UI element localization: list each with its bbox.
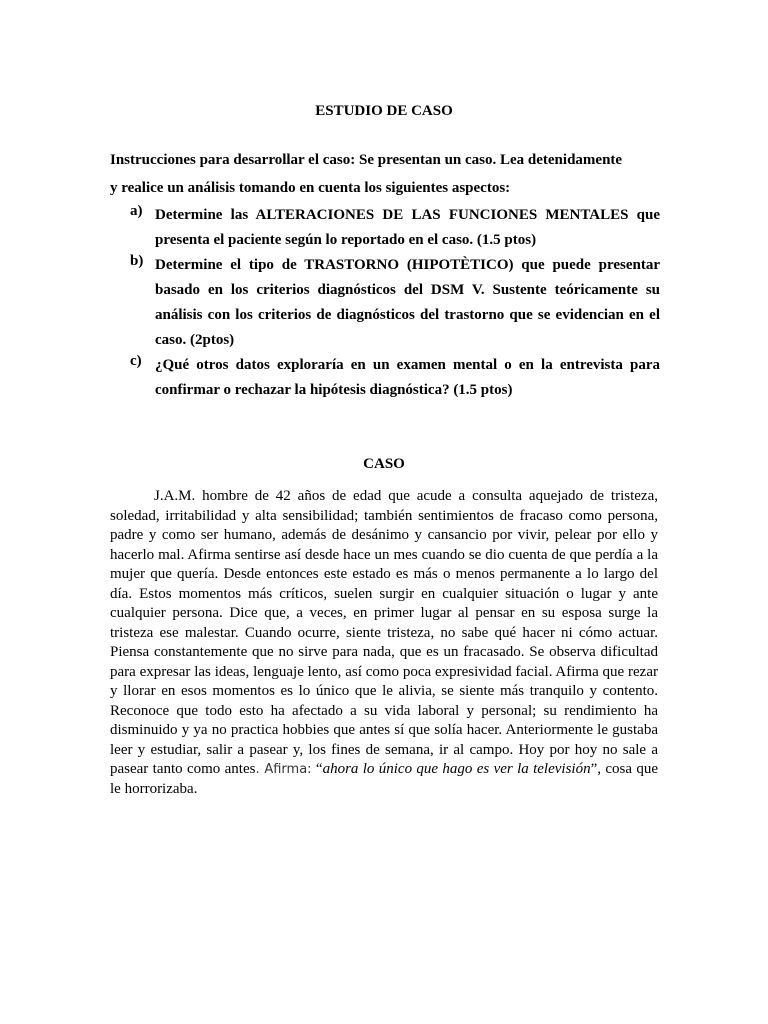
case-body-main: J.A.M. hombre de 42 años de edad que acude a consulta aquejado de tristeza, soledad, irritabilidad y alta sensibilidad; también sentimientos de fracaso como persona, padre y como ser humano, además de desánimo y cansancio por vivir, pelear por ello y hacerlo mal. Afirma sentirse así desde hace un mes cuando se dio cuenta de que perdía a la mujer que quería. Desde entonces este estado es más o menos permanente a lo largo del día. Estos momentos más críticos, suelen surgir en cualquier situación o lugar y ante cualquier persona. Dice que, a veces, en primer lugar al pensar en su esposa surge la tristeza ese malestar. Cuando ocurre, siente tristeza, no sabe qué hacer ni cómo actuar. Piensa constantemente que no sirve para nada, que es un fracasado. Se observa dificultad para expresar las ideas, lenguaje lento, así como poca expresividad facial. Afirma que rezar y llorar en esos momentos es lo único que le alivia, se siente más tranquilo y contento. Reconoce que todo esto ha afectado a su vida laboral y personal; su rendimiento ha disminuido y ya no practica hobbies que antes sí que solía hacer. Anteriormente le gustaba leer y estudiar, salir a pasear y, los fines de semana, ir al campo. Hoy por hoy no sale a pasear tanto como antes (110, 488, 658, 777)
instructions-line-2: y realice un análisis tomando en cuenta los siguientes aspectos: (110, 180, 511, 196)
item-text: Determine las ALTERACIONES DE LAS FUNCIONES MENTALES que presenta el paciente según lo reportado en el caso. (1.5 ptos) (155, 207, 660, 248)
item-marker: b) (130, 253, 144, 269)
case-heading: CASO (363, 456, 405, 472)
case-description (110, 487, 658, 799)
case-body-end: ”, cosa que le horrorizaba. (110, 761, 658, 797)
item-text: ¿Qué otros datos exploraría en un examen mental o en la entrevista para confirmar o rechazar la hipótesis diagnóstica? (1.5 ptos) (155, 357, 660, 398)
case-quote-open: “ (311, 761, 323, 777)
case-quote: ahora lo único que hago es ver la televisión (322, 761, 591, 777)
instruction-item-b (110, 253, 660, 353)
item-text: Determine el tipo de TRASTORNO (HIPOTÈTICO) que puede presentar basado en los criterios diagnósticos del DSM V. Sustente teóricamente su análisis con los criterios de diagnósticos del trastorno que se evidencian en el caso. (2ptos) (155, 257, 660, 348)
case-body-afirma: . Afirma: (255, 762, 312, 777)
item-marker: c) (130, 353, 142, 369)
instruction-item-c (110, 353, 660, 403)
instruction-item-a (110, 203, 660, 253)
case-paragraph (110, 487, 658, 799)
document-title: ESTUDIO DE CASO (315, 103, 453, 119)
item-marker: a) (130, 203, 143, 219)
instructions-line-1: Instrucciones para desarrollar el caso: Se presentan un caso. Lea detenidamente (110, 152, 623, 168)
